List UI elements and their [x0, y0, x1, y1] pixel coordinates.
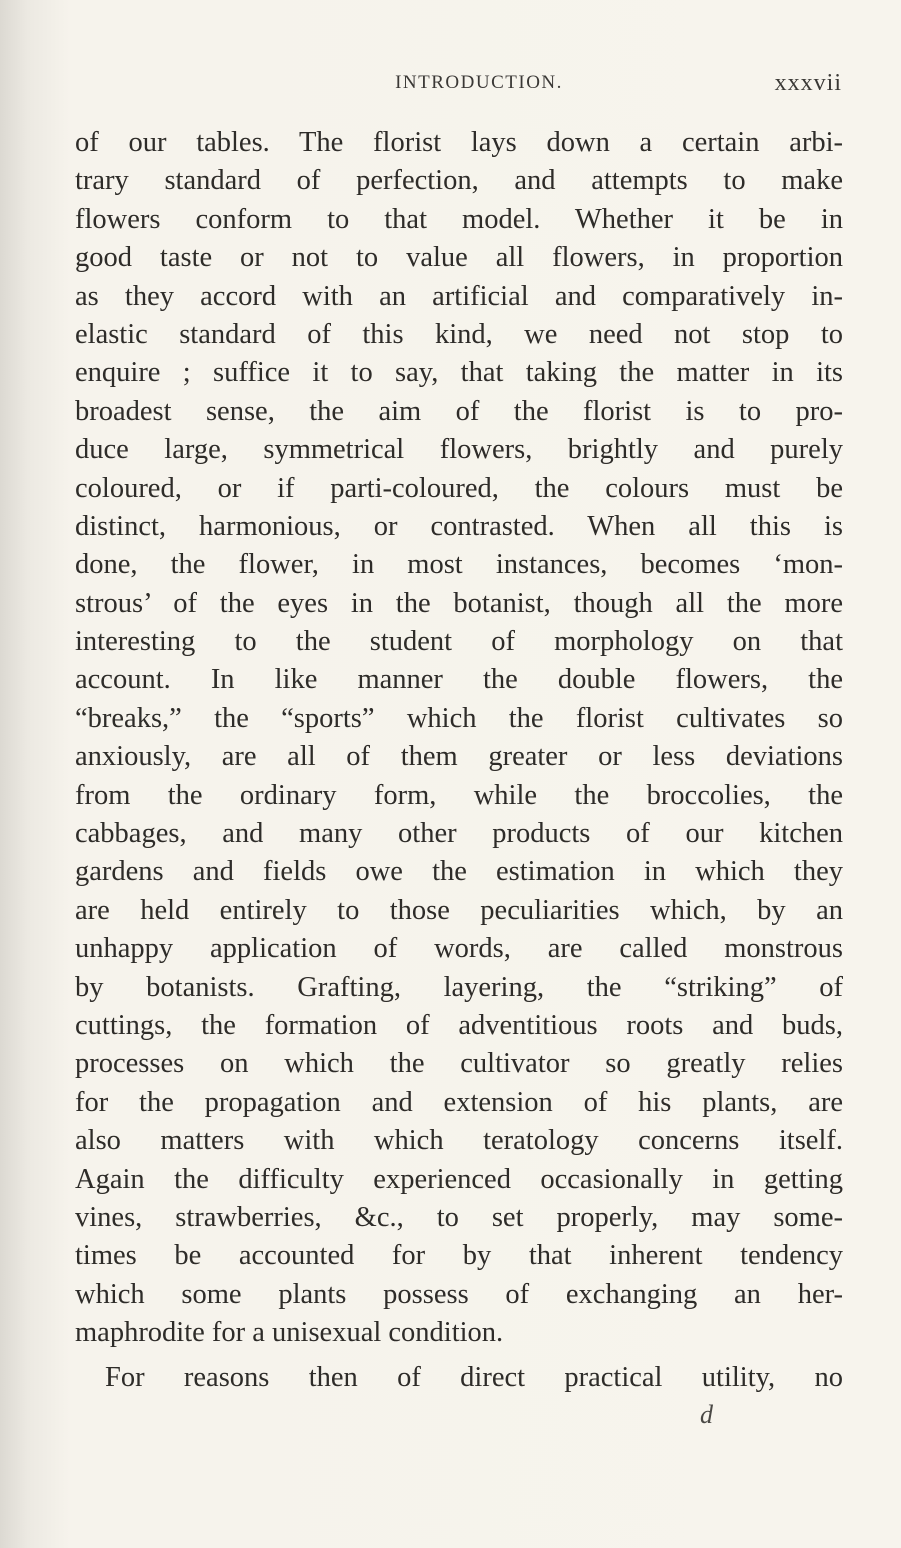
text-line: as they accord with an artificial and comparatively in- — [75, 280, 843, 312]
text-line: account. In like manner the double flowers, the — [75, 664, 843, 696]
paragraph-end-line: maphrodite for a unisexual condition. — [75, 1317, 504, 1349]
text-line: enquire ; suffice it to say, that taking the matter in its — [75, 357, 843, 389]
running-title: INTRODUCTION. — [395, 72, 563, 93]
text-line: vines, strawberries, &c., to set properly, may some- — [75, 1201, 843, 1233]
text-line: unhappy application of words, are called monstrous — [75, 933, 843, 965]
text-line: are held entirely to those peculiarities which, by an — [75, 894, 843, 926]
text-line: for the propagation and extension of his plants, are — [75, 1086, 843, 1118]
text-line: by botanists. Grafting, layering, the “striking” of — [75, 971, 843, 1003]
text-line: trary standard of perfection, and attempts to make — [75, 165, 843, 197]
body-text — [75, 124, 843, 1397]
text-line: strous’ of the eyes in the botanist, though all the more — [75, 587, 843, 619]
signature-mark: d — [700, 1400, 713, 1429]
text-line: times be accounted for by that inherent tendency — [75, 1240, 843, 1272]
text-line: duce large, symmetrical flowers, brightly and purely — [75, 434, 843, 466]
running-head — [76, 72, 842, 102]
text-line: “breaks,” the “sports” which the florist cultivates so — [75, 702, 843, 734]
text-line: anxiously, are all of them greater or less deviations — [75, 741, 843, 773]
text-line: of our tables. The florist lays down a certain arbi- — [75, 127, 843, 158]
text-line: interesting to the student of morphology on that — [75, 626, 843, 658]
text-line: which some plants possess of exchanging an her- — [75, 1278, 843, 1310]
text-line: cuttings, the formation of adventitious roots and buds, — [75, 1009, 843, 1041]
text-line: elastic standard of this kind, we need not stop to — [75, 318, 843, 350]
text-line: coloured, or if parti-coloured, the colours must be — [75, 472, 843, 504]
text-line: Again the difficulty experienced occasionally in getting — [75, 1163, 843, 1195]
page-number: xxxvii — [774, 70, 842, 96]
text-line: good taste or not to value all flowers, in proportion — [75, 242, 843, 274]
paragraph-start-line: For reasons then of direct practical utility, no — [105, 1361, 843, 1393]
text-line: also matters with which teratology concerns itself. — [75, 1125, 843, 1157]
text-line: cabbages, and many other products of our kitchen — [75, 818, 843, 850]
text-line: gardens and fields owe the estimation in which they — [75, 856, 843, 888]
text-line: from the ordinary form, while the broccolies, the — [75, 779, 843, 811]
text-line: distinct, harmonious, or contrasted. When all this is — [75, 510, 843, 542]
text-line: broadest sense, the aim of the florist is to pro- — [75, 395, 843, 427]
text-line: flowers conform to that model. Whether it be in — [75, 203, 843, 235]
text-line: processes on which the cultivator so greatly relies — [75, 1048, 843, 1080]
text-line: done, the flower, in most instances, becomes ‘mon- — [75, 549, 843, 581]
